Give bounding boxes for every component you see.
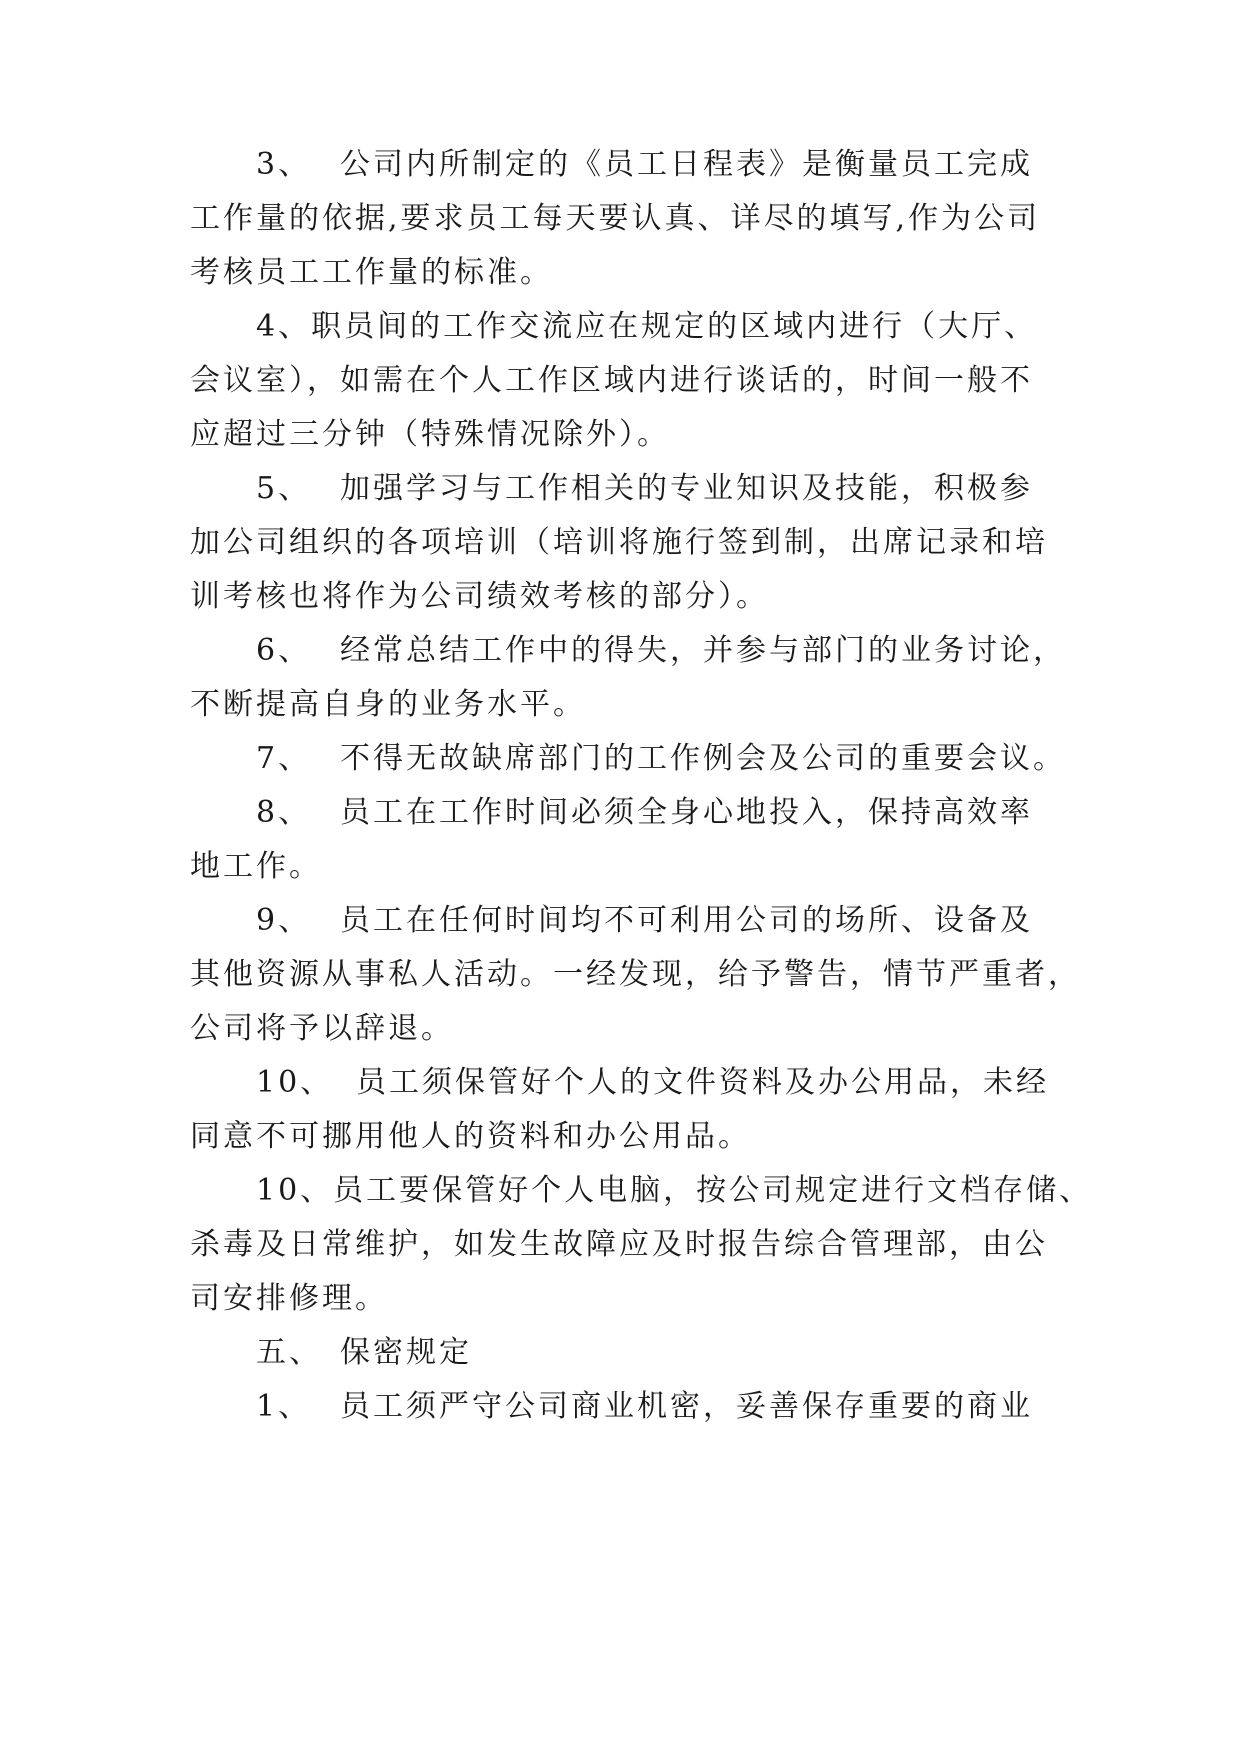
line-text: 公司内所制定的《员工日程表》是衡量员工完成 xyxy=(340,147,1033,182)
line-text: 司安排修理。 xyxy=(190,1281,388,1316)
paragraph-line xyxy=(256,789,1050,837)
paragraph-line xyxy=(256,897,1050,945)
paragraph-line xyxy=(190,411,1050,459)
paragraph-line xyxy=(190,357,1050,405)
item-number: 3、 xyxy=(256,147,312,182)
line-text: 员工在任何时间均不可利用公司的场所、设备及 xyxy=(340,903,1033,938)
line-text: 加强学习与工作相关的专业知识及技能，积极参 xyxy=(340,471,1033,506)
line-text: 不断提高自身的业务水平。 xyxy=(190,687,586,722)
paragraph-line xyxy=(190,195,1050,243)
paragraph-line xyxy=(256,141,1050,189)
line-text: 员工须保管好个人的文件资料及办公用品，未经 xyxy=(356,1065,1049,1100)
paragraph-line xyxy=(190,519,1050,567)
line-text: 10、员工要保管好个人电脑，按公司规定进行文档存储、 xyxy=(256,1173,1093,1208)
paragraph-line xyxy=(190,843,1050,891)
paragraph-line xyxy=(190,681,1050,729)
paragraph-line xyxy=(190,1275,1050,1323)
paragraph-line xyxy=(190,1221,1050,1269)
paragraph-line xyxy=(256,1383,1050,1431)
line-text: 考核员工工作量的标准。 xyxy=(190,255,553,290)
line-text: 训考核也将作为公司绩效考核的部分）。 xyxy=(190,579,769,614)
line-text: 杀毒及日常维护，如发生故障应及时报告综合管理部，由公 xyxy=(190,1227,1048,1262)
line-text: 地工作。 xyxy=(190,849,322,884)
item-number: 10、 xyxy=(256,1065,334,1100)
item-number: 1、 xyxy=(256,1389,312,1424)
paragraph-line xyxy=(256,735,1066,783)
section-number: 五、 xyxy=(256,1335,322,1370)
line-text: 公司将予以辞退。 xyxy=(190,1011,454,1046)
line-text: 应超过三分钟（特殊情况除外）。 xyxy=(190,417,670,452)
line-text: 同意不可挪用他人的资料和办公用品。 xyxy=(190,1119,751,1154)
paragraph-line xyxy=(190,1113,1050,1161)
paragraph-line xyxy=(190,573,1050,621)
line-text: 员工须严守公司商业机密，妥善保存重要的商业 xyxy=(340,1389,1033,1424)
paragraph-line xyxy=(256,465,1050,513)
item-number: 8、 xyxy=(256,795,312,830)
item-number: 7、 xyxy=(256,741,312,776)
paragraph-line xyxy=(190,951,1081,999)
section-heading xyxy=(256,1329,1050,1377)
line-text: 经常总结工作中的得失，并参与部门的业务讨论， xyxy=(340,633,1066,668)
paragraph-line xyxy=(256,303,1050,351)
item-number: 5、 xyxy=(256,471,312,506)
line-text: 4、职员间的工作交流应在规定的区域内进行（大厅、 xyxy=(256,309,1038,344)
section-title: 保密规定 xyxy=(340,1335,472,1370)
line-text: 工作量的依据,要求员工每天要认真、详尽的填写,作为公司 xyxy=(190,201,1041,236)
line-text: 会议室），如需在个人工作区域内进行谈话的，时间一般不 xyxy=(190,363,1033,398)
paragraph-line xyxy=(256,627,1066,675)
line-text: 员工在工作时间必须全身心地投入，保持高效率 xyxy=(340,795,1033,830)
paragraph-line xyxy=(190,249,1050,297)
line-text: 不得无故缺席部门的工作例会及公司的重要会议。 xyxy=(340,741,1066,776)
item-number: 6、 xyxy=(256,633,312,668)
item-number: 9、 xyxy=(256,903,312,938)
line-text: 加公司组织的各项培训（培训将施行签到制，出席记录和培 xyxy=(190,525,1048,560)
paragraph-line xyxy=(256,1059,1050,1107)
line-text: 其他资源从事私人活动。一经发现，给予警告，情节严重者， xyxy=(190,957,1081,992)
paragraph-line xyxy=(256,1167,1093,1215)
paragraph-line xyxy=(190,1005,1050,1053)
